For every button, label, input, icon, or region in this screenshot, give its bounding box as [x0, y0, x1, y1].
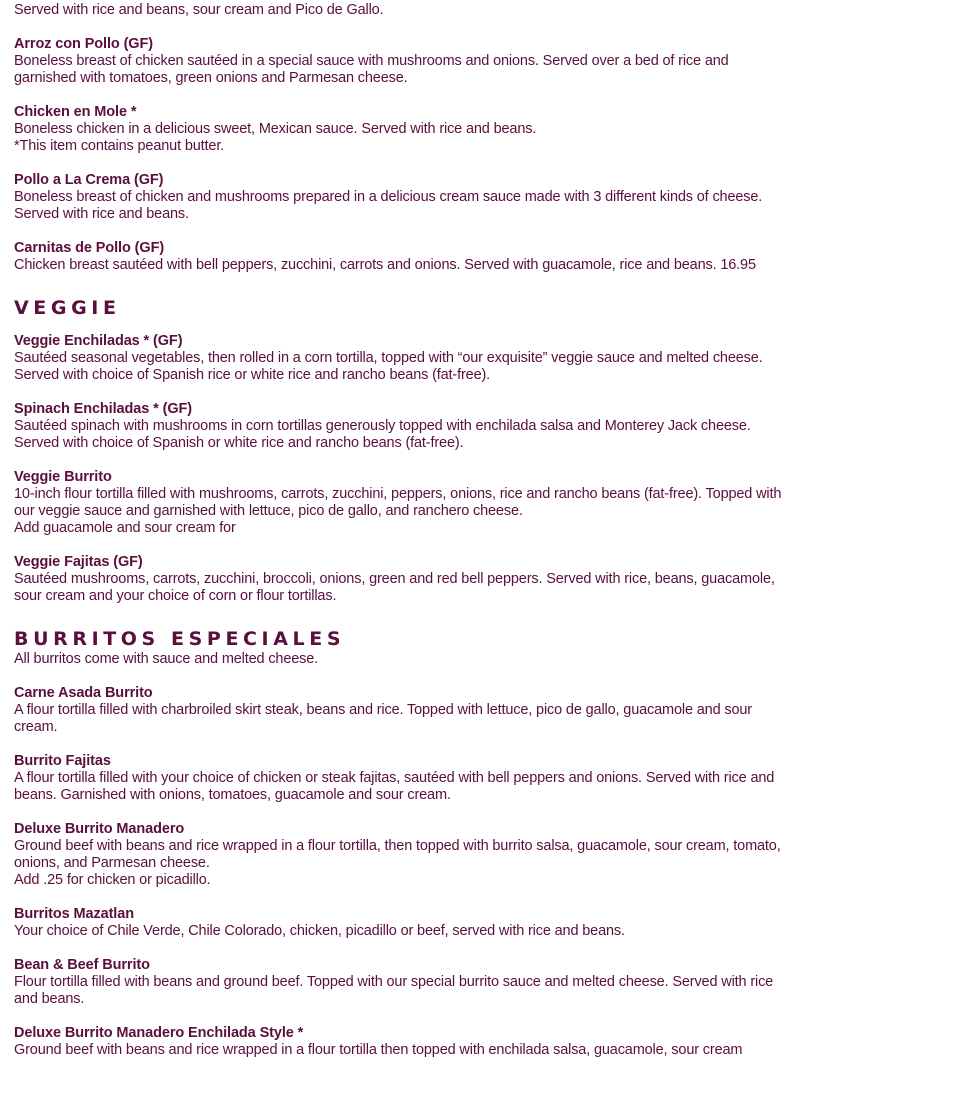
menu-item-description: Your choice of Chile Verde, Chile Colorado, chicken, picadillo or beef, served with rice and beans.: [14, 923, 625, 939]
menu-item-name: Veggie Fajitas (GF): [14, 554, 143, 570]
menu-item-description: Served with choice of Spanish rice or white rice and rancho beans (fat-free).: [14, 367, 491, 383]
menu-item: [14, 685, 789, 736]
section-title-burritos: BURRITOS ESPECIALES: [14, 628, 346, 650]
menu-item-description: A flour tortilla filled with your choice of chicken or steak fajitas, sautéed with bell peppers and onions. Served with rice and beans. Garnished with onions, tomatoes, guacamole and sour cream.: [14, 770, 775, 803]
menu-item-description: Boneless breast of chicken sautéed in a special sauce with mushrooms and onions. Served over a bed of rice and garnished with tomatoes, green onions and Parmesan cheese.: [14, 53, 729, 86]
menu-item: [14, 104, 789, 155]
menu-item-description: Sautéed mushrooms, carrots, zucchini, broccoli, onions, green and red bell peppers. Served with rice, beans, guacamole, sour cream and your choice of corn or flour tortillas.: [14, 571, 775, 604]
menu-item-description: Boneless chicken in a delicious sweet, Mexican sauce. Served with rice and beans.: [14, 121, 537, 137]
menu-item: [14, 1025, 789, 1059]
menu-item-description: 10-inch flour tortilla filled with mushrooms, carrots, zucchini, peppers, onions, rice and rancho beans (fat-free). Topped with our veggie sauce and garnished with lettuce, pico de gallo, and ranchero cheese.: [14, 486, 782, 519]
menu-item-description: Flour tortilla filled with beans and ground beef. Topped with our special burrito sauce and melted cheese. Served with rice and beans.: [14, 974, 774, 1007]
menu-item-description: Add guacamole and sour cream for: [14, 520, 236, 536]
menu-item-name: Spinach Enchiladas * (GF): [14, 401, 192, 417]
menu-item: [14, 36, 789, 87]
menu-item-name: Bean & Beef Burrito: [14, 957, 150, 973]
menu-item: [14, 753, 789, 804]
menu-item: [14, 906, 789, 940]
menu-item: [14, 240, 789, 274]
section-burritos-especiales: [14, 627, 789, 1059]
menu-item-description: Ground beef with beans and rice wrapped in a flour tortilla, then topped with burrito salsa, guacamole, sour cream, tomato, onions, and Parmesan cheese.: [14, 838, 781, 871]
menu-item-name: Veggie Burrito: [14, 469, 112, 485]
menu-item-name: Veggie Enchiladas * (GF): [14, 333, 183, 349]
menu-item-name: Pollo a La Crema (GF): [14, 172, 164, 188]
menu-item-name: Deluxe Burrito Manadero Enchilada Style *: [14, 1025, 304, 1041]
menu-item-description: Boneless breast of chicken and mushrooms prepared in a delicious cream sauce made with 3 different kinds of cheese. Served with rice and beans.: [14, 189, 763, 222]
menu-item-description: Sautéed seasonal vegetables, then rolled in a corn tortilla, topped with “our exquisite” veggie sauce and melted cheese.: [14, 350, 763, 366]
menu-item: [14, 333, 789, 384]
menu-item-name: Chicken en Mole *: [14, 104, 137, 120]
menu-item-description: *This item contains peanut butter.: [14, 138, 225, 154]
menu-item: [14, 821, 789, 889]
menu-item-name: Arroz con Pollo (GF): [14, 36, 153, 52]
menu-item-description: Sautéed spinach with mushrooms in corn tortillas generously topped with enchilada salsa and Monterey Jack cheese. Served with choice of Spanish or white rice and rancho beans (fat-free).: [14, 418, 751, 451]
menu-item-name: Burrito Fajitas: [14, 753, 111, 769]
menu-item: [14, 957, 789, 1008]
section-pollo: [14, 0, 789, 274]
menu-item-description: Ground beef with beans and rice wrapped in a flour tortilla then topped with enchilada salsa, guacamole, sour cream: [14, 1042, 743, 1058]
menu-item-description: Add .25 for chicken or picadillo.: [14, 872, 211, 888]
menu-item: [14, 554, 789, 605]
section-veggie: [14, 296, 789, 605]
menu-item: [14, 469, 789, 537]
section-title-veggie: VEGGIE: [14, 297, 121, 319]
menu-item-name: Deluxe Burrito Manadero: [14, 821, 185, 837]
menu-item: [14, 0, 789, 19]
section-intro-burritos: All burritos come with sauce and melted cheese.: [14, 651, 319, 667]
menu-item-name: Carne Asada Burrito: [14, 685, 153, 701]
menu-document: [14, 0, 789, 1076]
menu-item: [14, 172, 789, 223]
menu-item-name: Burritos Mazatlan: [14, 906, 134, 922]
menu-item-description: A flour tortilla filled with charbroiled skirt steak, beans and rice. Topped with lettuce, pico de gallo, guacamole and sour cream.: [14, 702, 752, 735]
menu-item: [14, 401, 789, 452]
menu-item-description: Chicken breast sautéed with bell peppers, zucchini, carrots and onions. Served with guacamole, rice and beans. 16.95: [14, 257, 756, 273]
menu-item-name: Carnitas de Pollo (GF): [14, 240, 165, 256]
menu-item-description: Served with rice and beans, sour cream and Pico de Gallo.: [14, 2, 384, 18]
